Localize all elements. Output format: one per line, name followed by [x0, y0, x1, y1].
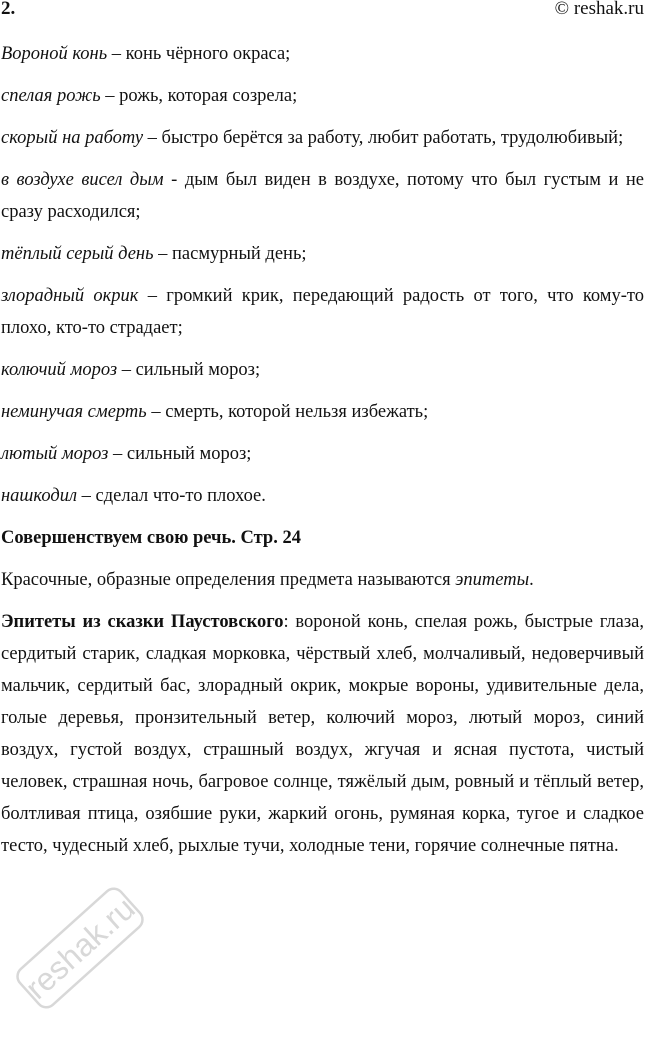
intro-text: Красочные, образные определения предмета называются [1, 570, 456, 590]
definition-term: Вороной конь [1, 44, 108, 64]
watermark-text: reshak.ru [18, 889, 142, 1007]
definition-meaning: сделал что-то плохое. [95, 486, 266, 506]
definition-item [1, 122, 644, 154]
definition-separator: – [77, 486, 96, 506]
definition-term: скорый на работу [1, 128, 144, 148]
epithets-text: : вороной конь, спелая рожь, быстрые глаза, сердитый старик, сладкая морковка, чёрствый хлеб, молчаливый, недоверчивый мальчик, сердитый бас, злорадный окрик, мокрые вороны, удивительные дела, голые деревья, пронзительный ветер, колючий мороз, лютый мороз, синий воздух, густой воздух, страшный воздух, жгучая и ясная пустота, чистый человек, страшная ночь, багровое солнце, тяжёлый дым, ровный и тёплый ветер, болтливая птица, озябшие руки, жаркий огонь, румяная корка, тугое и сладкое тесто, чудесный хлеб, рыхлые тучи, холодные тени, горячие солнечные пятна. [1, 612, 644, 856]
epithets-paragraph [1, 606, 644, 862]
definition-meaning: сильный мороз; [135, 360, 261, 380]
definition-term: неминучая смерть [1, 402, 147, 422]
definition-term: колючий мороз [1, 360, 118, 380]
definition-meaning: смерть, которой нельзя избежать; [165, 402, 429, 422]
definition-item [1, 80, 644, 112]
definition-item [1, 354, 644, 386]
intro-end: . [529, 570, 534, 590]
definition-term: нашкодил [1, 486, 78, 506]
definition-item [1, 480, 644, 512]
copyright-notice: © reshak.ru [554, 0, 644, 19]
definition-item [1, 38, 644, 70]
definition-separator: – [153, 244, 173, 264]
definition-meaning: быстро берётся за работу, любит работать, трудолюбивый; [161, 128, 624, 148]
definition-meaning: рожь, которая созрела; [119, 86, 298, 106]
definitions-list [1, 38, 644, 512]
definition-separator: – [107, 44, 126, 64]
definition-meaning: пасмурный день; [172, 244, 307, 264]
definition-separator: – [100, 86, 120, 106]
definition-meaning: громкий крик, передающий радость от того, что кому-то плохо, кто-то страдает; [1, 286, 644, 338]
definition-term: тёплый серый день [1, 244, 154, 264]
section-title: Совершенствуем свою речь. Стр. 24 [1, 528, 301, 548]
watermark-logo [0, 870, 160, 1020]
definition-separator: – [117, 360, 136, 380]
definition-item [1, 238, 644, 270]
definition-term: злорадный окрик [1, 286, 139, 306]
epithets-label: Эпитеты из сказки Паустовского [1, 612, 284, 632]
definition-meaning: сильный мороз; [126, 444, 252, 464]
definition-separator: – [146, 402, 166, 422]
definition-separator: - [163, 170, 185, 190]
definition-meaning: дым был виден в воздухе, потому что был густым и не сразу расходился; [1, 170, 644, 222]
definition-item [1, 164, 644, 228]
intro-paragraph [1, 564, 644, 596]
definition-item [1, 396, 644, 428]
definition-term: в воздухе висел дым [1, 170, 164, 190]
definition-item [1, 280, 644, 344]
definition-meaning: конь чёрного окраса; [125, 44, 291, 64]
task-number: 2. [1, 0, 16, 19]
page-header [0, 0, 647, 22]
definition-term: лютый мороз [1, 444, 109, 464]
definition-item [1, 438, 644, 470]
definition-term: спелая рожь [1, 86, 101, 106]
definition-separator: – [143, 128, 162, 148]
document-content [1, 38, 644, 872]
definition-separator: – [108, 444, 127, 464]
intro-term: эпитеты [455, 570, 530, 590]
definition-separator: – [138, 286, 167, 306]
watermark-border [13, 885, 146, 1012]
